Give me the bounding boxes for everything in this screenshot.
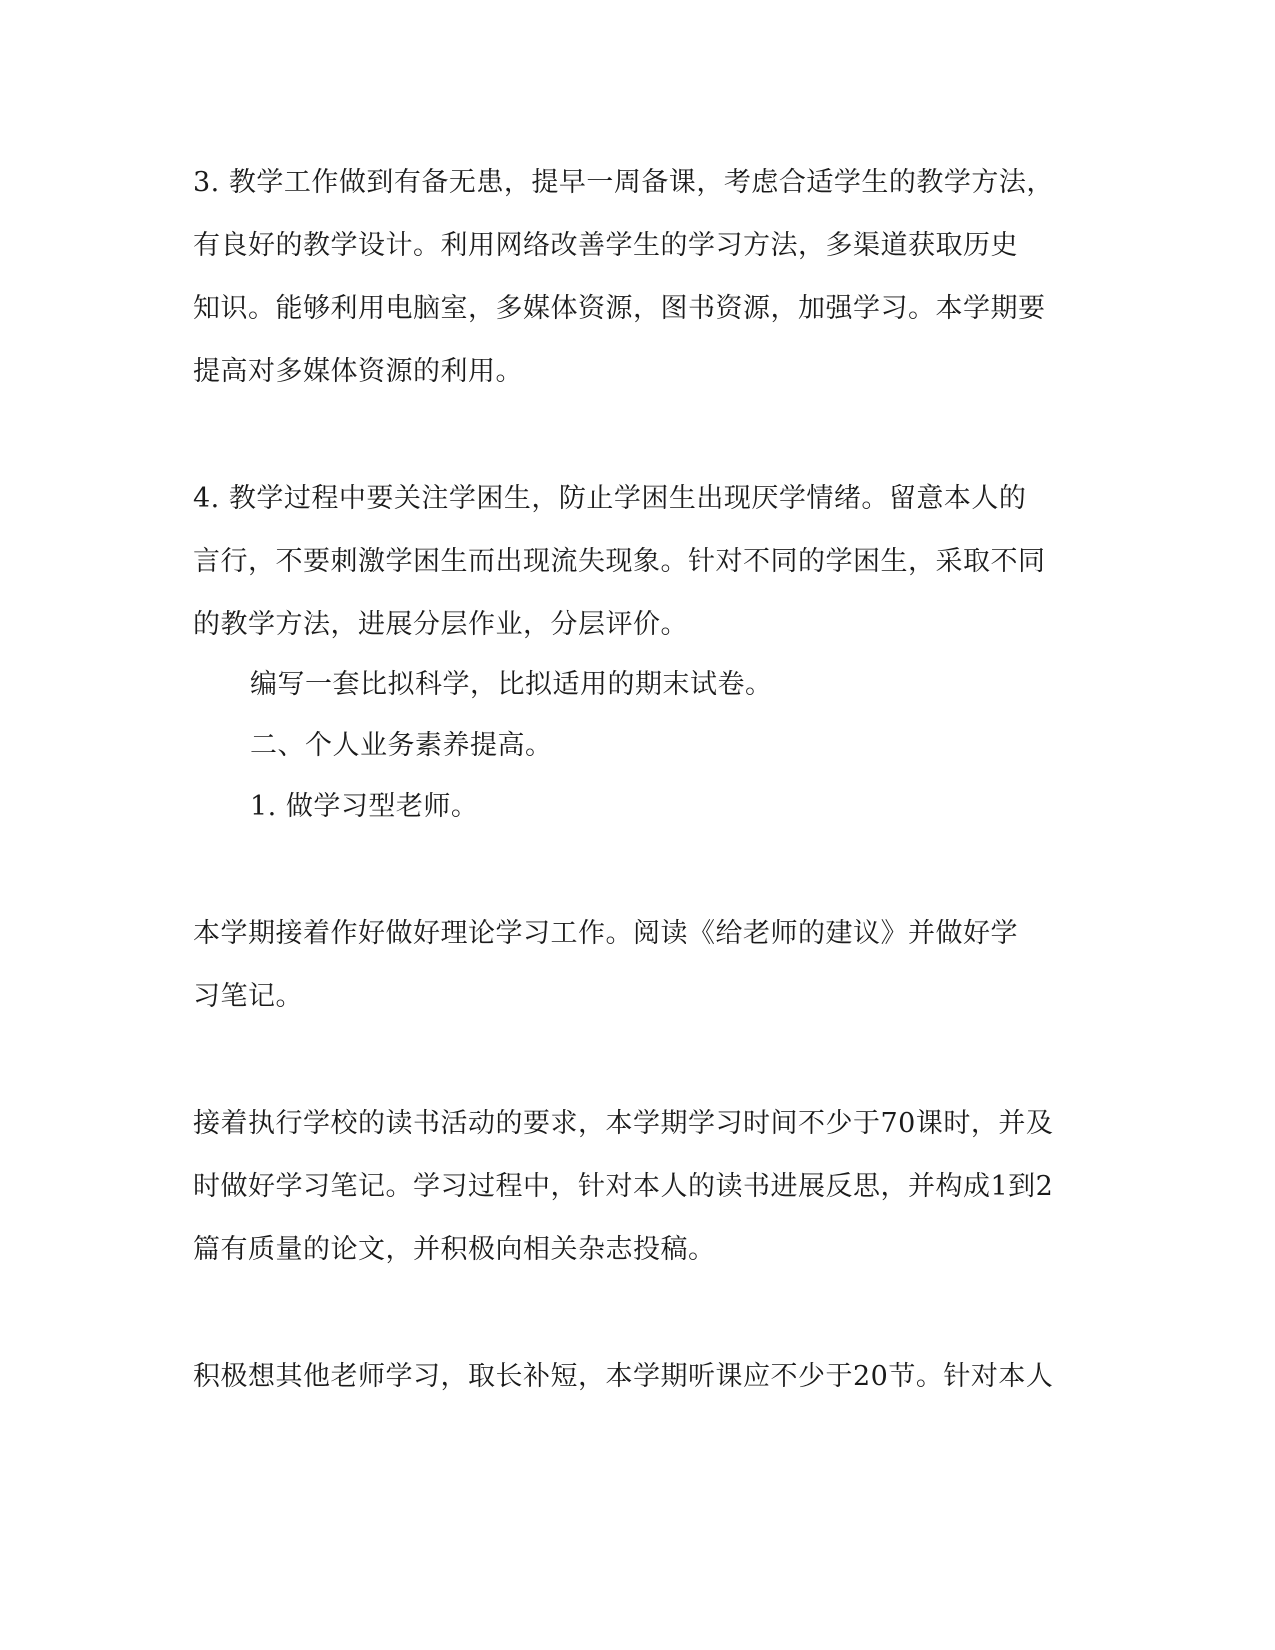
text-line: 习笔记。 (193, 981, 303, 1012)
subsection-heading: 1. 做学习型老师。 (250, 791, 479, 822)
text-line: 4. 教学过程中要关注学困生，防止学困生出现厌学情绪。留意本人的 (193, 483, 1027, 514)
text-line: 知识。能够利用电脑室，多媒体资源，图书资源，加强学习。本学期要 (193, 293, 1046, 324)
text-line: 有良好的教学设计。利用网络改善学生的学习方法，多渠道获取历史 (193, 230, 1018, 261)
text-line: 言行，不要刺激学困生而出现流失现象。针对不同的学困生，采取不同 (193, 546, 1046, 577)
section-heading: 二、个人业务素养提高。 (250, 730, 553, 761)
text-line: 3. 教学工作做到有备无患，提早一周备课，考虑合适学生的教学方法， (193, 167, 1054, 198)
text-line: 时做好学习笔记。学习过程中，针对本人的读书进展反思，并构成1到2 (193, 1171, 1054, 1202)
text-line: 篇有质量的论文，并积极向相关杂志投稿。 (193, 1234, 716, 1265)
text-line: 提高对多媒体资源的利用。 (193, 356, 523, 387)
text-line: 编写一套比拟科学，比拟适用的期末试卷。 (250, 669, 773, 700)
text-line: 积极想其他老师学习，取长补短，本学期听课应不少于20节。针对本人 (193, 1361, 1054, 1392)
text-line: 接着执行学校的读书活动的要求，本学期学习时间不少于70课时，并及 (193, 1108, 1054, 1139)
text-line: 的教学方法，进展分层作业，分层评价。 (193, 609, 688, 640)
text-line: 本学期接着作好做好理论学习工作。阅读《给老师的建议》并做好学 (193, 918, 1018, 949)
